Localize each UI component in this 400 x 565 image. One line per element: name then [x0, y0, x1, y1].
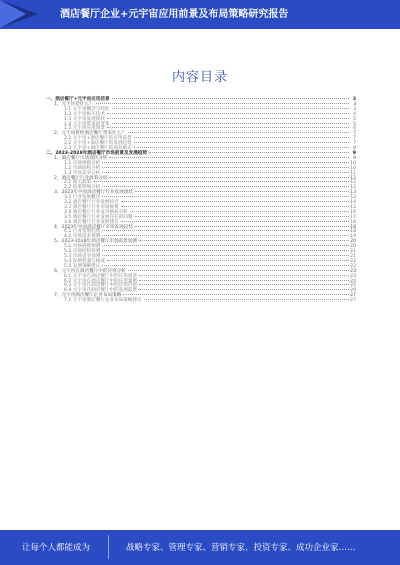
- toc-entry-title: 3.6 酒店餐厅行业发展建议: [64, 219, 119, 225]
- toc-leader-dots: [102, 167, 349, 168]
- toc-entry-page: 18: [350, 219, 356, 225]
- report-title: 酒店餐厅企业+元宇宙应用前景及布局策略研究报告: [60, 9, 289, 20]
- toc-entry-page: 22: [350, 263, 356, 269]
- toc-entry-title: 6.3 元宇宙在酒店餐厅中的应用价值: [64, 283, 138, 289]
- toc-leader-dots: [144, 299, 349, 300]
- toc-leader-dots: [139, 289, 349, 290]
- footer-bar: [0, 530, 400, 565]
- toc-leader-dots: [134, 137, 349, 138]
- toc-entry-title: 5.2 市场结构预测: [64, 249, 101, 255]
- toc-entry-title: 1.4 元宇宙带来的变革: [64, 121, 110, 127]
- toc-entry-page: 10: [350, 165, 356, 171]
- toc-entry-title: 6、元宇宙在酒店餐厅中的应用分析: [54, 268, 126, 274]
- toc-entry-title: 1.2 元宇宙相关技术: [64, 111, 105, 117]
- toc-entry-title: 6.2 元宇宙在酒店餐厅中的应用案例: [64, 278, 138, 284]
- toc-entry-page: 16: [350, 209, 356, 215]
- toc-entry-title: 2.3 元宇宙+酒店餐厅的商业模式: [64, 146, 132, 152]
- toc-entry-page: 10: [350, 160, 356, 166]
- footer-slogan-left: 让每个人都能成为: [22, 543, 91, 553]
- toc-leader-dots: [102, 235, 349, 236]
- toc-leader-dots: [128, 270, 349, 271]
- toc-entry-title: 4、2023年中国酒店餐厅市场发展趋势: [54, 224, 133, 230]
- toc-entry-title: 3.5 酒店餐厅行业发展存在的问题: [64, 214, 133, 220]
- toc-leader-dots: [134, 147, 349, 148]
- toc-leader-dots: [123, 294, 349, 295]
- toc-leader-dots: [102, 255, 349, 256]
- toc-leader-dots: [102, 245, 349, 246]
- toc-leader-dots: [102, 162, 349, 163]
- toc-entry-page: 3: [353, 101, 356, 107]
- toc-entry-page: 22: [350, 258, 356, 264]
- toc-leader-dots: [102, 265, 349, 266]
- toc-entry-title: 1.3 市场竞争分析: [64, 170, 101, 176]
- toc-leader-dots: [135, 216, 350, 217]
- toc-entry-page: 17: [350, 214, 356, 220]
- toc-leader-dots: [102, 250, 349, 251]
- toc-entry-page: 7: [353, 136, 356, 142]
- toc-entry-title: 7、元宇宙酒店餐厅企业布局策略: [54, 293, 122, 299]
- toc-leader-dots: [107, 118, 349, 119]
- toc-entry-title: 7.1 元宇宙酒店餐厅企业布局策略建议: [64, 298, 142, 304]
- toc-entry-page: 3: [353, 106, 356, 112]
- toc-entry-title: 二、2023-2028年酒店餐厅市场前景及发展趋势: [46, 150, 147, 156]
- toc-leader-dots: [109, 157, 349, 158]
- toc-entry-page: 6: [353, 126, 356, 132]
- toc-leader-dots: [135, 191, 349, 192]
- toc-entry-title: 1.5 元宇宙应用场景: [64, 126, 105, 132]
- header-bar: [0, 0, 400, 29]
- toc-entry-page: 9: [352, 150, 356, 156]
- toc-entry[interactable]: [46, 299, 356, 304]
- toc-entry-page: 18: [350, 229, 356, 235]
- toc-leader-dots: [102, 186, 349, 187]
- toc-leader-dots: [121, 221, 349, 222]
- toc-entry-page: 23: [350, 273, 356, 279]
- toc-entry-page: 13: [350, 190, 356, 196]
- toc-entry-title: 2、元宇宙将给酒店餐厅带来什么？: [54, 131, 126, 137]
- toc-entry-page: 14: [350, 200, 356, 206]
- toc-entry-page: 8: [353, 146, 356, 152]
- toc-entry-title: 2.1 元宇宙+酒店餐厅的应用前景: [64, 136, 132, 142]
- toc-entry-page: 23: [350, 268, 356, 274]
- toc-entry-page: 9: [353, 155, 356, 161]
- toc-entry-title: 1.1 市场规模分析: [64, 160, 101, 166]
- toc-entry-title: 1.3 元宇宙发展现状: [64, 116, 105, 122]
- toc-entry-page: 27: [350, 298, 356, 304]
- toc-entry-page: 7: [353, 141, 356, 147]
- toc-leader-dots: [107, 127, 349, 128]
- toc-entry-title: 3.1 行业发展概况: [64, 195, 101, 201]
- toc-leader-dots: [139, 280, 349, 281]
- toc-entry-page: 24: [350, 278, 356, 284]
- toc-entry-title: 5.4 发展机遇与挑战: [64, 258, 105, 264]
- toc-entry-title: 5、2023-2028年酒店餐厅市场前景预测: [54, 239, 138, 245]
- toc-leader-dots: [121, 201, 349, 202]
- toc-entry-title: 6.4 元宇宙在酒店餐厅中的发展前景: [64, 288, 138, 294]
- toc-leader-dots: [130, 211, 349, 212]
- toc-leader-dots: [109, 177, 349, 178]
- toc-entry-title: 1、元宇宙是什么？: [54, 101, 94, 107]
- table-of-contents: [46, 98, 356, 304]
- toc-leader-dots: [112, 98, 349, 99]
- toc-entry-page: 12: [350, 180, 356, 186]
- toc-entry-title: 1、酒店餐厅市场现状分析: [54, 155, 108, 161]
- toc-heading: 内容目录: [171, 70, 228, 85]
- toc-entry-title: 4.1 行业发展趋势: [64, 229, 101, 235]
- toc-entry-title: 5.5 发展策略建议: [64, 263, 101, 269]
- toc-leader-dots: [102, 196, 349, 197]
- toc-leader-dots: [134, 142, 349, 143]
- toc-entry-page: 26: [350, 288, 356, 294]
- toc-entry-title: 2.2 元宇宙+酒店餐厅的发展趋势: [64, 141, 132, 147]
- toc-leader-dots: [107, 260, 349, 261]
- toc-entry-title: 3.2 酒店餐厅行业发展特点: [64, 200, 119, 206]
- toc-entry-page: 11: [350, 170, 356, 176]
- toc-leader-dots: [128, 132, 349, 133]
- toc-entry-title: 4.2 市场需求预测: [64, 234, 101, 240]
- toc-entry-page: 13: [350, 195, 356, 201]
- toc-entry-title: 一、酒店餐厅+元宇宙应用前景: [46, 97, 110, 102]
- toc-leader-dots: [135, 226, 349, 227]
- toc-leader-dots: [149, 152, 349, 153]
- toc-entry-title: 5.3 市场竞争预测: [64, 254, 101, 259]
- toc-entry-page: 12: [350, 175, 356, 181]
- toc-entry-page: 4: [353, 111, 356, 117]
- header-arrow-accent: [0, 0, 26, 28]
- toc-leader-dots: [93, 181, 349, 182]
- toc-entry-title: 3、2023年中国酒店餐厅行业发展现状: [54, 190, 133, 196]
- toc-entry-page: 18: [350, 224, 356, 230]
- toc-leader-dots: [107, 113, 349, 114]
- toc-entry-page: 12: [350, 185, 356, 191]
- toc-leader-dots: [112, 123, 349, 124]
- toc-leader-dots: [139, 240, 349, 241]
- footer-divider: [108, 535, 109, 559]
- toc-entry-page: 20: [350, 244, 356, 250]
- toc-entry-page: 3: [352, 97, 356, 102]
- toc-entry-page: 21: [350, 254, 356, 259]
- toc-entry-title: 2、酒店餐厅行业政策分析: [54, 175, 108, 181]
- toc-entry-page: 21: [350, 249, 356, 255]
- toc-entry-title: 3.3 酒店餐厅行业市场规模: [64, 204, 119, 210]
- footer-slogan-right: 战略专家、管理专家、营销专家、投资专家、成功企业家……: [126, 543, 356, 553]
- toc-entry-page: 19: [350, 234, 356, 240]
- toc-entry-title: 3.4 酒店餐厅行业竞争格局分析: [64, 209, 128, 215]
- toc-entry-title: 2.1 相关政策: [64, 180, 92, 186]
- toc-entry-page: 15: [350, 204, 356, 210]
- toc-entry-title: 6.1 元宇宙在酒店餐厅中的应用场景: [64, 273, 138, 279]
- toc-leader-dots: [139, 275, 349, 276]
- toc-leader-dots: [121, 206, 349, 207]
- toc-leader-dots: [139, 284, 349, 285]
- toc-leader-dots: [102, 230, 349, 231]
- toc-entry-page: 5: [353, 121, 356, 127]
- toc-entry-title: 2.2 政策影响分析: [64, 185, 101, 191]
- toc-entry-page: 25: [350, 283, 356, 289]
- toc-leader-dots: [96, 103, 349, 104]
- toc-leader-dots: [102, 172, 349, 173]
- toc-entry-title: 1.1 元宇宙概念与特征: [64, 106, 110, 112]
- toc-entry-title: 1.2 市场结构分析: [64, 165, 101, 171]
- toc-entry-page: 7: [353, 131, 356, 137]
- toc-entry-page: 5: [353, 116, 356, 122]
- toc-entry-page: 20: [350, 239, 356, 245]
- toc-entry-page: 27: [350, 293, 356, 299]
- toc-entry-title: 5.1 市场规模预测: [64, 244, 101, 250]
- toc-leader-dots: [112, 108, 349, 109]
